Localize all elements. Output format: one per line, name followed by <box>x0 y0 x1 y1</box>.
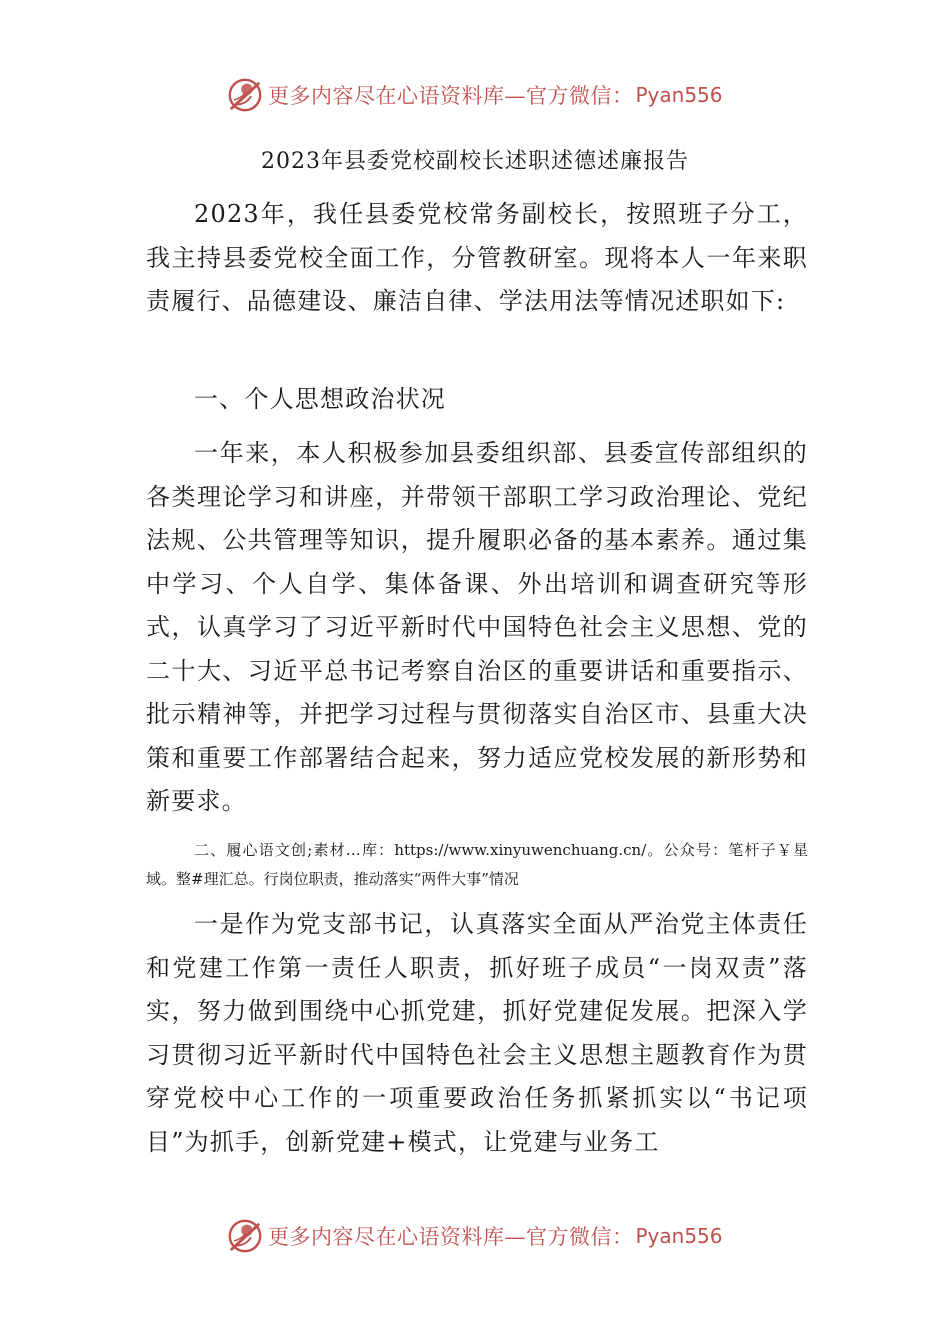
watermark-text: 更多内容尽在心语资料库—官方微信： <box>268 84 634 108</box>
watermark-wechat-id: Pyan556 <box>635 83 723 107</box>
intro-paragraph: 2023年，我任县委党校常务副校长，按照班子分工，我主持县委党校全面工作，分管教研室。现将本人一年来职责履行、品德建设、廉洁自律、学法用法等情况述职如下: <box>146 200 808 315</box>
watermark-banner-bottom <box>226 1213 723 1259</box>
watermark-wechat-id: Pyan556 <box>635 1224 723 1248</box>
watermark-banner-top <box>226 72 723 118</box>
document-title: 2023年县委党校副校长述职述德述廉报告 <box>261 149 689 174</box>
section-heading-2: 二、履心语文创;素材…库：https://www.xinyuwenchuang.cn/。公众号：笔杆子￥星域。整#理汇总。行岗位职责，推动落实“两件大事”情况 <box>146 841 808 888</box>
section-heading-1: 一、个人思想政治状况 <box>194 385 446 413</box>
feather-logo-icon <box>226 1217 264 1255</box>
watermark-text: 更多内容尽在心语资料库—官方微信： <box>268 1225 634 1249</box>
section-body-2: 一是作为党支部书记，认真落实全面从严治党主体责任和党建工作第一责任人职责，抓好班子成员“一岗双责”落实，努力做到围绕中心抓党建，抓好党建促发展。把深入学习贯彻习近平新时代中国特色社会主义思想主题教育作为贯穿党校中心工作的一项重要政治任务抓紧抓实以“书记项目”为抓手，创新党建+模式，让党建与业务工 <box>146 910 808 1156</box>
feather-logo-icon <box>226 76 264 114</box>
section-body-1: 一年来，本人积极参加县委组织部、县委宣传部组织的各类理论学习和讲座，并带领干部职工学习政治理论、党纪法规、公共管理等知识，提升履职必备的基本素养。通过集中学习、个人自学、集体备课、外出培训和调查研究等形式，认真学习了习近平新时代中国特色社会主义思想、党的二十大、习近平总书记考察自治区的重要讲话和重要指示、批示精神等，并把学习过程与贯彻落实自治区市、县重大决策和重要工作部署结合起来，努力适应党校发展的新形势和新要求。 <box>146 439 808 815</box>
